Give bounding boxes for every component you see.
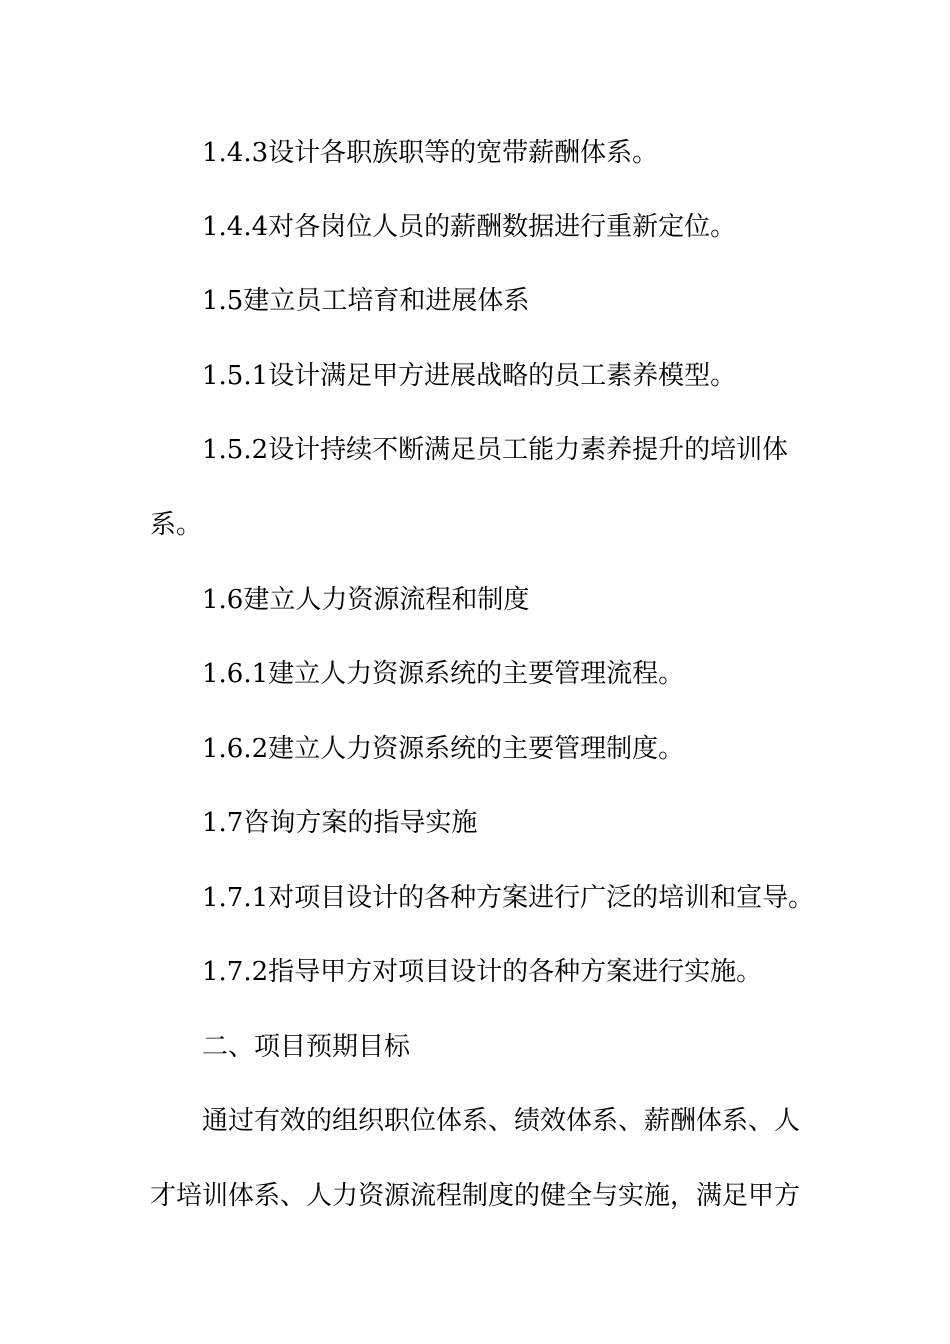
text-line-1-7-1: 1.7.1对项目设计的各种方案进行广泛的培训和宣导。 [202,883,815,913]
text-line-1-5-1: 1.5.1设计满足甲方进展战略的员工素养模型。 [202,361,737,391]
heading-1-5: 1.5建立员工培育和进展体系 [202,286,530,316]
paragraph-line-2: 才培训体系、人力资源流程制度的健全与实施，满足甲方 [150,1181,801,1211]
text-line-1-4-4: 1.4.4对各岗位人员的薪酬数据进行重新定位。 [202,212,737,242]
text-line-1-5-2-continued: 系。 [150,510,203,540]
text-line-1-5-2: 1.5.2设计持续不断满足员工能力素养提升的培训体 [202,435,789,465]
heading-1-7: 1.7咨询方案的指导实施 [202,808,478,838]
heading-1-6: 1.6建立人力资源流程和制度 [202,585,530,615]
text-line-1-6-1: 1.6.1建立人力资源系统的主要管理流程。 [202,659,685,689]
text-line-1-4-3: 1.4.3设计各职族职等的宽带薪酬体系。 [202,138,659,168]
text-line-1-7-2: 1.7.2指导甲方对项目设计的各种方案进行实施。 [202,957,763,987]
section-heading-2: 二、项目预期目标 [202,1032,411,1062]
paragraph-line-1: 通过有效的组织职位体系、绩效体系、薪酬体系、人 [202,1106,801,1136]
text-line-1-6-2: 1.6.2建立人力资源系统的主要管理制度。 [202,734,685,764]
